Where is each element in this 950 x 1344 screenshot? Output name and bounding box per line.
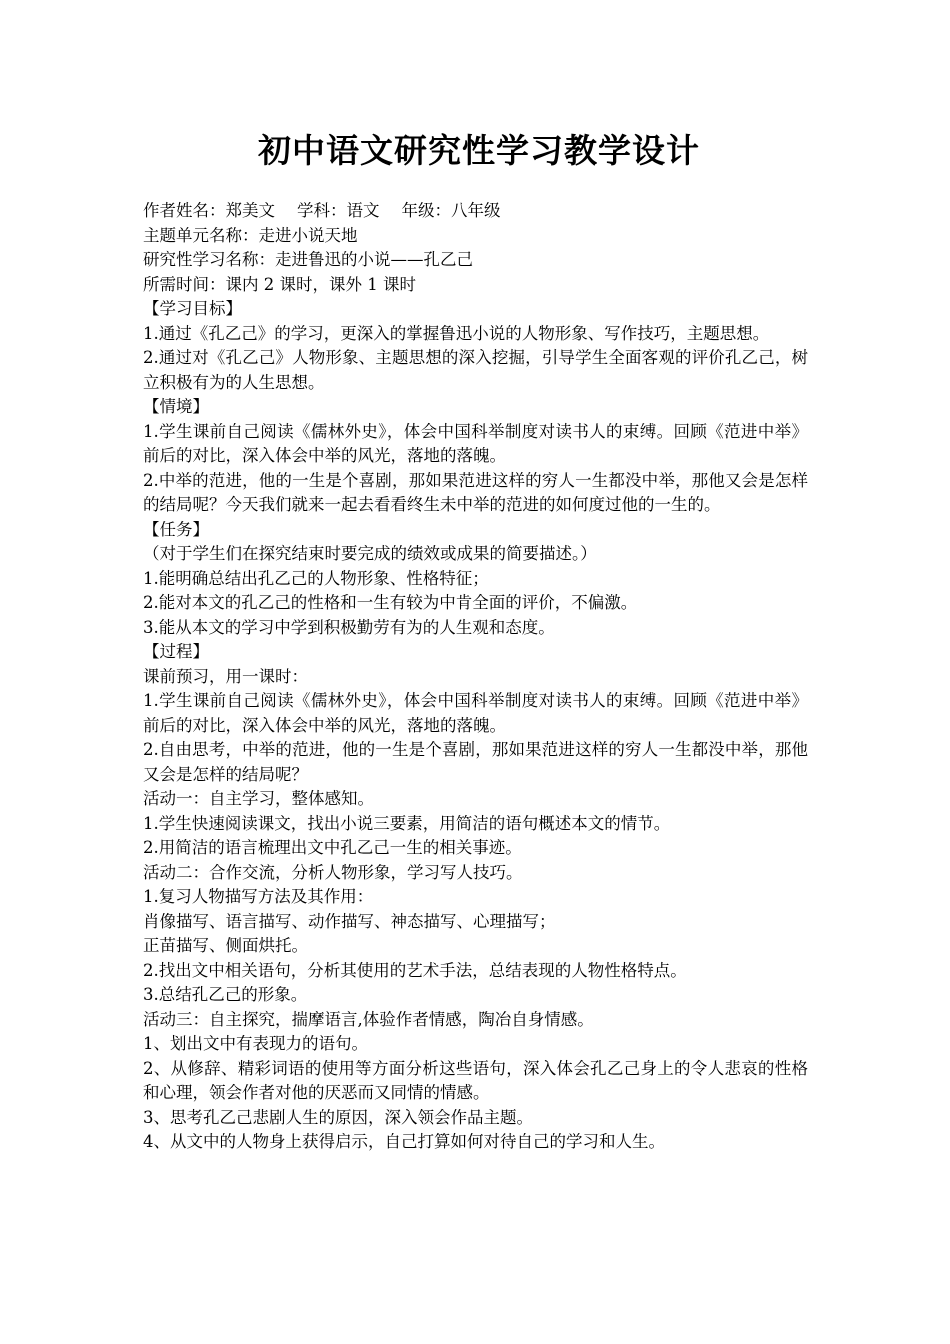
activity3-heading: 活动三：自主探究，揣摩语言,体验作者情感，陶冶自身情感。 xyxy=(143,1009,594,1029)
goal-item: 1.通过《孔乙己》的学习，更深入的掌握鲁迅小说的人物形象、写作技巧，主题思想。 xyxy=(143,323,770,343)
preview-item: 2.自由思考，中举的范进，他的一生是个喜剧，那如果范进这样的穷人一生都没中举，那他又会是怎样的结局呢？ xyxy=(143,740,808,784)
activity2-heading: 活动二：合作交流，分析人物形象，学习写人技巧。 xyxy=(143,862,523,882)
task-item: 1.能明确总结出孔乙己的人物形象、性格特征； xyxy=(143,568,489,588)
activity2-item: 3.总结孔乙己的形象。 xyxy=(143,985,308,1004)
task-heading: 【任务】 xyxy=(143,519,209,539)
activity1-heading: 活动一：自主学习，整体感知。 xyxy=(143,789,374,808)
author-field: 作者姓名：郑美文 xyxy=(143,201,275,220)
situation-item: 2.中举的范进，他的一生是个喜剧，那如果范进这样的穷人一生都没中举，那他又会是怎样的结局呢？今天我们就来一起去看看终生未中举的范进的如何度过他的一生的。 xyxy=(143,470,808,514)
grade-field: 年级：八年级 xyxy=(401,201,501,220)
document-title: 初中语文研究性学习教学设计 xyxy=(258,131,700,170)
time-field: 所需时间：课内 2 课时，课外 1 课时 xyxy=(143,274,416,294)
document-body xyxy=(143,199,808,1155)
situation-heading: 【情境】 xyxy=(143,397,209,416)
task-item: 3.能从本文的学习中学到积极勤劳有为的人生观和态度。 xyxy=(143,617,555,637)
task-note: （对于学生们在探究结束时要完成的绩效或成果的简要描述。） xyxy=(143,544,597,563)
activity2-item: 肖像描写、语言描写、动作描写、神态描写、心理描写； xyxy=(143,911,556,931)
activity1-item: 1.学生快速阅读课文，找出小说三要素，用简洁的语句概述本文的情节。 xyxy=(143,813,671,833)
task-item: 2.能对本文的孔乙己的性格和一生有较为中肯全面的评价，不偏激。 xyxy=(143,593,638,612)
meta-line-author xyxy=(143,199,808,224)
process-heading: 【过程】 xyxy=(143,642,209,661)
goal-item: 2.通过对《孔乙己》人物形象、主题思想的深入挖掘，引导学生全面客观的评价孔乙己，树立积极有为的人生思想。 xyxy=(143,348,808,392)
subject-field: 学科：语文 xyxy=(297,201,380,220)
study-name-field: 研究性学习名称：走进鲁迅的小说——孔乙己 xyxy=(143,250,473,269)
document-page xyxy=(143,0,815,1344)
preview-item: 1.学生课前自己阅读《儒林外史》，体会中国科举制度对读书人的束缚。回顾《范进中举》前后的对比，深入体会中举的风光，落地的落魄。 xyxy=(143,691,808,735)
activity3-item: 1、划出文中有表现力的语句。 xyxy=(143,1034,368,1053)
activity3-item: 3、思考孔乙己悲剧人生的原因，深入领会作品主题。 xyxy=(143,1107,533,1127)
situation-item: 1.学生课前自己阅读《儒林外史》，体会中国科举制度对读书人的束缚。回顾《范进中举》前后的对比，深入体会中举的风光，落地的落魄。 xyxy=(143,421,808,465)
activity3-item: 4、从文中的人物身上获得启示，自己打算如何对待自己的学习和人生。 xyxy=(143,1132,665,1151)
activity3-item: 2、从修辞、精彩词语的使用等方面分析这些语句，深入体会孔乙己身上的令人悲哀的性格和心理，领会作者对他的厌恶而又同情的情感。 xyxy=(143,1058,808,1102)
activity2-item: 正苗描写、侧面烘托。 xyxy=(143,936,308,955)
activity2-item: 2.找出文中相关语句，分析其使用的艺术手法，总结表现的人物性格特点。 xyxy=(143,960,687,980)
goals-heading: 【学习目标】 xyxy=(143,299,242,318)
unit-field: 主题单元名称：走进小说天地 xyxy=(143,225,358,245)
activity2-item: 1.复习人物描写方法及其作用： xyxy=(143,887,374,906)
preview-heading: 课前预习，用一课时： xyxy=(143,666,308,686)
activity1-item: 2.用简洁的语言梳理出文中孔乙己一生的相关事迹。 xyxy=(143,838,522,857)
